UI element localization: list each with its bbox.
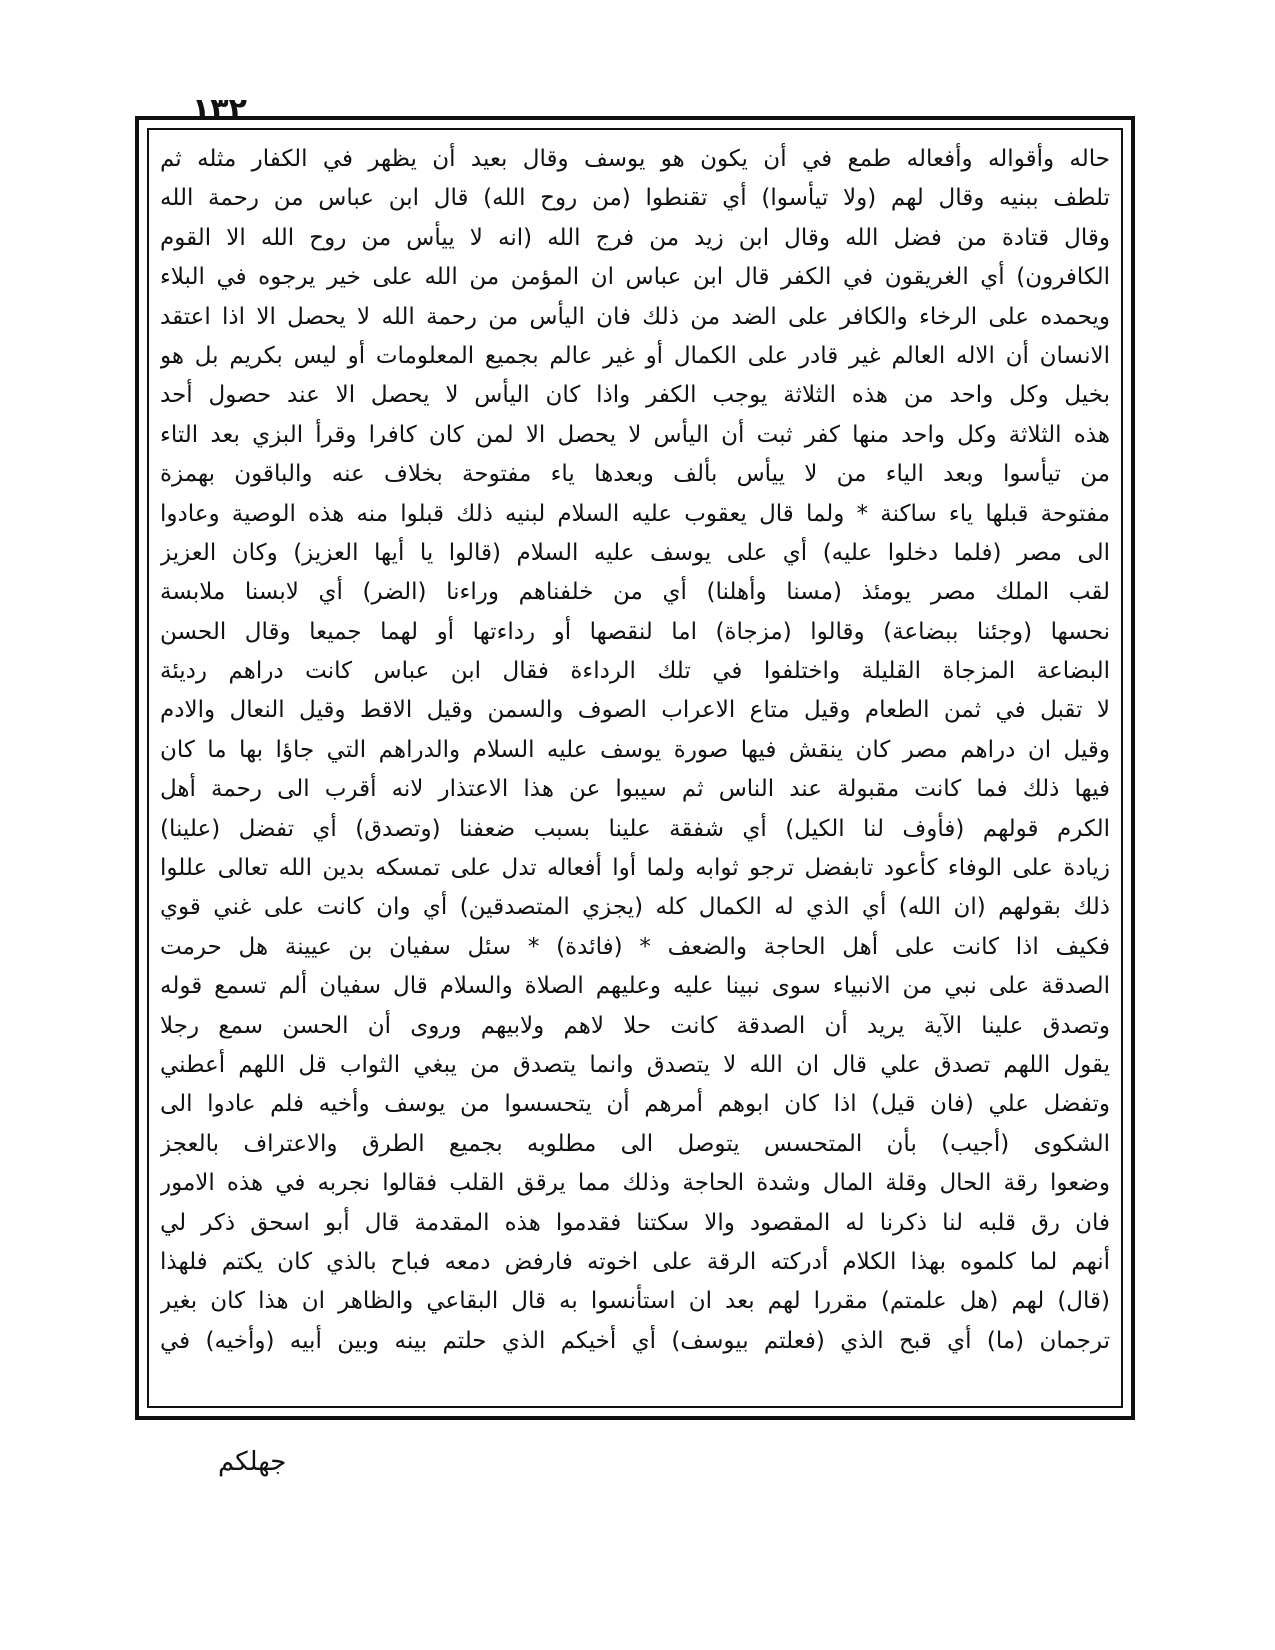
text-line: البضاعة المزجاة القليلة واختلفوا في تلك الرداءة فقال ابن عباس كانت دراهم رديئة [160, 658, 1110, 685]
text-line: بخيل وكل واحد من هذه الثلاثة يوجب الكفر واذا كان اليأس لا يحصل الا عند حصول أحد [160, 382, 1110, 409]
text-line: فكيف اذا كانت على أهل الحاجة والضعف * (فائدة) * سئل سفيان بن عيينة هل حرمت [160, 933, 1110, 960]
main-text-block [160, 140, 1110, 1402]
text-line: الصدقة على نبي من الانبياء سوى نبينا عليه وعليهم الصلاة والسلام قال سفيان ألم تسمع قوله [160, 973, 1110, 1000]
text-line: وتصدق علينا الآية يريد أن الصدقة كانت حلا لاهم ولابيهم وروى أن الحسن سمع رجلا [160, 1012, 1110, 1039]
text-line: ويحمده على الرخاء والكافر على الضد من ذلك فان اليأس من رحمة الله لا يحصل الا اذا اعتقد [160, 303, 1110, 330]
text-line: لا تقبل في ثمن الطعام وقيل متاع الاعراب الصوف والسمن وقيل الاقط وقيل النعال والادم [160, 697, 1110, 724]
text-line: وتفضل علي (فان قيل) اذا كان ابوهم أمرهم أن يتحسسوا من يوسف وأخيه فلم عادوا الى [160, 1091, 1110, 1118]
text-line: ترجمان (ما) أي قبح الذي (فعلتم بيوسف) أي أخيكم الذي حلتم بينه وبين أبيه (وأخيه) في [160, 1327, 1110, 1354]
text-line: مفتوحة قبلها ياء ساكنة * ولما قال يعقوب عليه السلام لبنيه ذلك قبلوا منه هذه الوصية وعادوا [160, 500, 1110, 527]
text-line: (قال) لهم (هل علمتم) مقررا لهم بعد ان استأنسوا به قال البقاعي والظاهر ان هذا كان بغير [160, 1288, 1110, 1315]
text-line: يقول اللهم تصدق علي قال ان الله لا يتصدق وانما يتصدق من يبغي الثواب قل اللهم أعطني [160, 1051, 1110, 1078]
text-line: لقب الملك مصر يومئذ (مسنا وأهلنا) أي من خلفناهم وراءنا (الضر) أي لابسنا ملابسة [160, 579, 1110, 606]
text-line: زيادة على الوفاء كأعود تابفضل ترجو ثوابه ولما أوا أفعاله تدل على تمسكه بدين الله تعالى عللوا [160, 855, 1110, 882]
text-line: الكرم قولهم (فأوف لنا الكيل) أي شفقة علينا بسبب ضعفنا (وتصدق) أي تفضل (علينا) [160, 815, 1110, 842]
text-line: ذلك بقولهم (ان الله) أي الذي له الكمال كله (يجزي المتصدقين) أي وان كانت على غني قوي [160, 894, 1110, 921]
text-line: الكافرون) أي الغريقون في الكفر قال ابن عباس ان المؤمن من الله على خير يرجوه في البلاء [160, 264, 1110, 291]
text-line: نحسها (وجئنا ببضاعة) وقالوا (مزجاة) اما لنقصها أو رداءتها أو لهما جميعا وقال الحسن [160, 618, 1110, 645]
catchword: جهلكم [218, 1447, 287, 1477]
text-line: الشكوى (أجيب) بأن المتحسس يتوصل الى مطلوبه بجميع الطرق والاعتراف بالعجز [160, 1130, 1110, 1157]
page-number: ١٣٢ [192, 92, 247, 127]
text-line: هذه الثلاثة وكل واحد منها كفر ثبت أن اليأس لا يحصل الا لمن كان كافرا وقرأ البزي بعد التاء [160, 421, 1110, 448]
text-line: وقال قتادة من فضل الله وقال ابن زيد من فرج الله (انه لا ييأس من روح الله الا القوم [160, 224, 1110, 251]
text-line: وضعوا رقة الحال وقلة المال وشدة الحاجة وذلك مما يرقق القلب فقالوا نجربه في هذه الامور [160, 1170, 1110, 1197]
text-line: أنهم لما كلموه بهذا الكلام أدركته الرقة على اخوته فارفض دمعه فباح بالذي كان يكتم فلهذا [160, 1248, 1110, 1275]
text-line: الانسان أن الاله العالم غير قادر على الكمال أو غير عالم بجميع المعلومات أو ليس بكريم بل هو [160, 342, 1110, 369]
text-line: وقيل ان دراهم مصر كان ينقش فيها صورة يوسف عليه السلام والدراهم التي جاؤا بها ما كان [160, 736, 1110, 763]
text-line: حاله وأقواله وأفعاله طمع في أن يكون هو يوسف وقال بعيد أن يظهر في الكفار مثله ثم [160, 146, 1110, 172]
text-line: فان رق قلبه لنا ذكرنا له المقصود والا سكتنا فقدموا هذه المقدمة قال أبو اسحق ذكر لي [160, 1209, 1110, 1236]
text-line: فيها ذلك فما كانت مقبولة عند الناس ثم سيبوا عن هذا الاعتذار لانه أقرب الى رحمة أهل [160, 776, 1110, 803]
text-line: تلطف ببنيه وقال لهم (ولا تيأسوا) أي تقنطوا (من روح الله) قال ابن عباس من رحمة الله [160, 185, 1110, 212]
text-line: من تيأسوا وبعد الياء من لا ييأس بألف وبعدها ياء مفتوحة بخلاف عنه والباقون بهمزة [160, 461, 1110, 488]
text-line: الى مصر (فلما دخلوا عليه) أي على يوسف عليه السلام (قالوا يا أيها العزيز) وكان العزيز [160, 539, 1110, 566]
